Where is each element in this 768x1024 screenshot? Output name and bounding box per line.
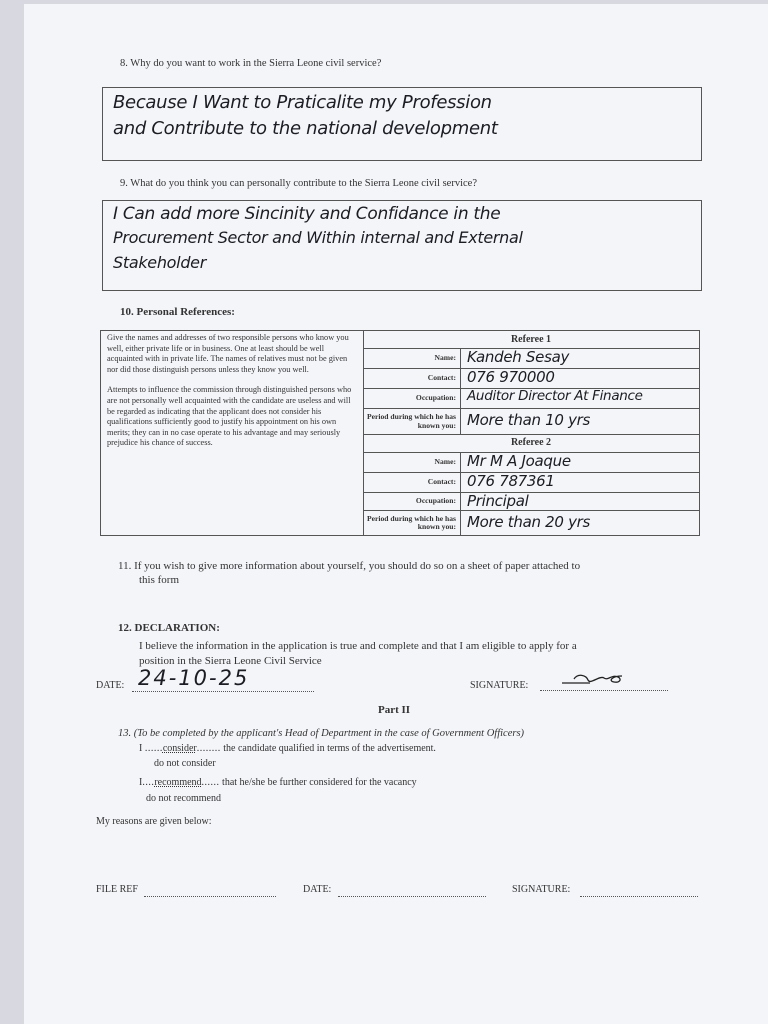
declaration-heading: 12. DECLARATION:	[118, 622, 220, 634]
declaration-signature-line[interactable]	[540, 690, 668, 691]
declaration-date-value[interactable]: 24-10-25	[138, 666, 250, 690]
answer-8-line-2: and Contribute to the national development	[113, 118, 498, 139]
referee-2-contact: 076 787361	[467, 472, 555, 490]
declaration-line-2: position in the Sierra Leone Civil Service	[139, 655, 322, 667]
referee-1-name: Kandeh Sesay	[467, 348, 570, 366]
referee-2-occupation: Principal	[467, 492, 529, 510]
referee-1-occupation-row[interactable]: Occupation: Auditor Director At Finance	[363, 389, 699, 409]
do-not-consider-option[interactable]: do not consider	[154, 758, 216, 769]
file-ref-field[interactable]	[144, 896, 276, 897]
question-11-line-2: this form	[139, 574, 180, 586]
referee-2-contact-row[interactable]: Contact: 076 787361	[363, 473, 699, 493]
do-not-recommend-option[interactable]: do not recommend	[146, 793, 221, 804]
referee-2-header: Referee 2	[363, 435, 699, 453]
references-instructions	[101, 331, 364, 535]
referee-1-period-row[interactable]: Period during which he has known you: More than 10 yrs	[363, 409, 699, 435]
file-ref-label: FILE REF	[96, 884, 138, 895]
declaration-date-line	[132, 691, 314, 692]
signature-scribble-icon	[560, 671, 630, 687]
instructions-paragraph-1: Give the names and addresses of two responsible persons who know you well, either private life or in business. One at least should be well acquainted with in private life. The names of relatives must not be given nor did those distinguish persons unless they know you well.	[107, 333, 349, 374]
declaration-date-label: DATE:	[96, 680, 125, 691]
answer-9-line-1: I Can add more Sincinity and Confidance in the	[113, 204, 501, 224]
referee-2-name: Mr M A Joaque	[467, 452, 571, 470]
references-heading: 10. Personal References:	[120, 306, 235, 318]
referee-2-period: More than 20 yrs	[467, 513, 591, 531]
referee-1-period: More than 10 yrs	[467, 411, 591, 429]
answer-9-box[interactable]	[102, 200, 702, 291]
bottom-signature-label: SIGNATURE:	[512, 884, 571, 895]
question-9: 9. What do you think you can personally contribute to the Sierra Leone civil service?	[120, 178, 477, 189]
referee-1-occupation: Auditor Director At Finance	[467, 388, 643, 404]
declaration-signature-label: SIGNATURE:	[470, 680, 529, 691]
referee-1-contact: 076 970000	[467, 368, 555, 386]
answer-8-box[interactable]	[102, 87, 702, 161]
answer-9-line-3: Stakeholder	[113, 253, 206, 272]
referee-1-header: Referee 1	[363, 331, 699, 349]
reasons-label: My reasons are given below:	[96, 816, 212, 827]
bottom-date-field[interactable]	[338, 896, 486, 897]
question-11-line-1: 11. If you wish to give more information about yourself, you should do so on a sheet of paper attached to	[118, 560, 581, 572]
part-2-heading: Part II	[378, 704, 411, 716]
instructions-paragraph-2: Attempts to influence the commission through distinguished persons who are not personally well acquainted with the candidate are useless and will be regarded as indicating that the applicant does not consider his qualifications sufficiently good to justify his appointment on his own merits; they can in no case operate to his advantage and may seriously prejudice his chance of success.	[107, 385, 352, 448]
references-table	[100, 330, 700, 536]
consider-line: I ......consider........ the candidate qualified in terms of the advertisement.	[139, 743, 436, 754]
referee-2-period-row[interactable]: Period during which he has known you: More than 20 yrs	[363, 511, 699, 535]
recommend-line: I....recommend...... that he/she be further considered for the vacancy	[139, 777, 417, 788]
answer-8-line-1: Because I Want to Praticalite my Profession	[113, 92, 492, 113]
answer-9-line-2: Procurement Sector and Within internal and External	[113, 228, 523, 247]
question-8: 8. Why do you want to work in the Sierra Leone civil service?	[120, 58, 382, 69]
consider-option[interactable]: consider	[162, 743, 197, 754]
recommend-option[interactable]: recommend	[154, 777, 202, 788]
question-13: 13. (To be completed by the applicant's Head of Department in the case of Government Officers)	[118, 728, 525, 739]
declaration-line-1: I believe the information in the application is true and complete and that I am eligible to apply for a	[139, 640, 577, 652]
referee-2-name-row[interactable]: Name: Mr M A Joaque	[363, 453, 699, 473]
bottom-date-label: DATE:	[303, 884, 332, 895]
referee-1-name-row[interactable]: Name: Kandeh Sesay	[363, 349, 699, 369]
referee-2-occupation-row[interactable]: Occupation: Principal	[363, 493, 699, 511]
bottom-signature-field[interactable]	[580, 896, 698, 897]
referee-1-contact-row[interactable]: Contact: 076 970000	[363, 369, 699, 389]
